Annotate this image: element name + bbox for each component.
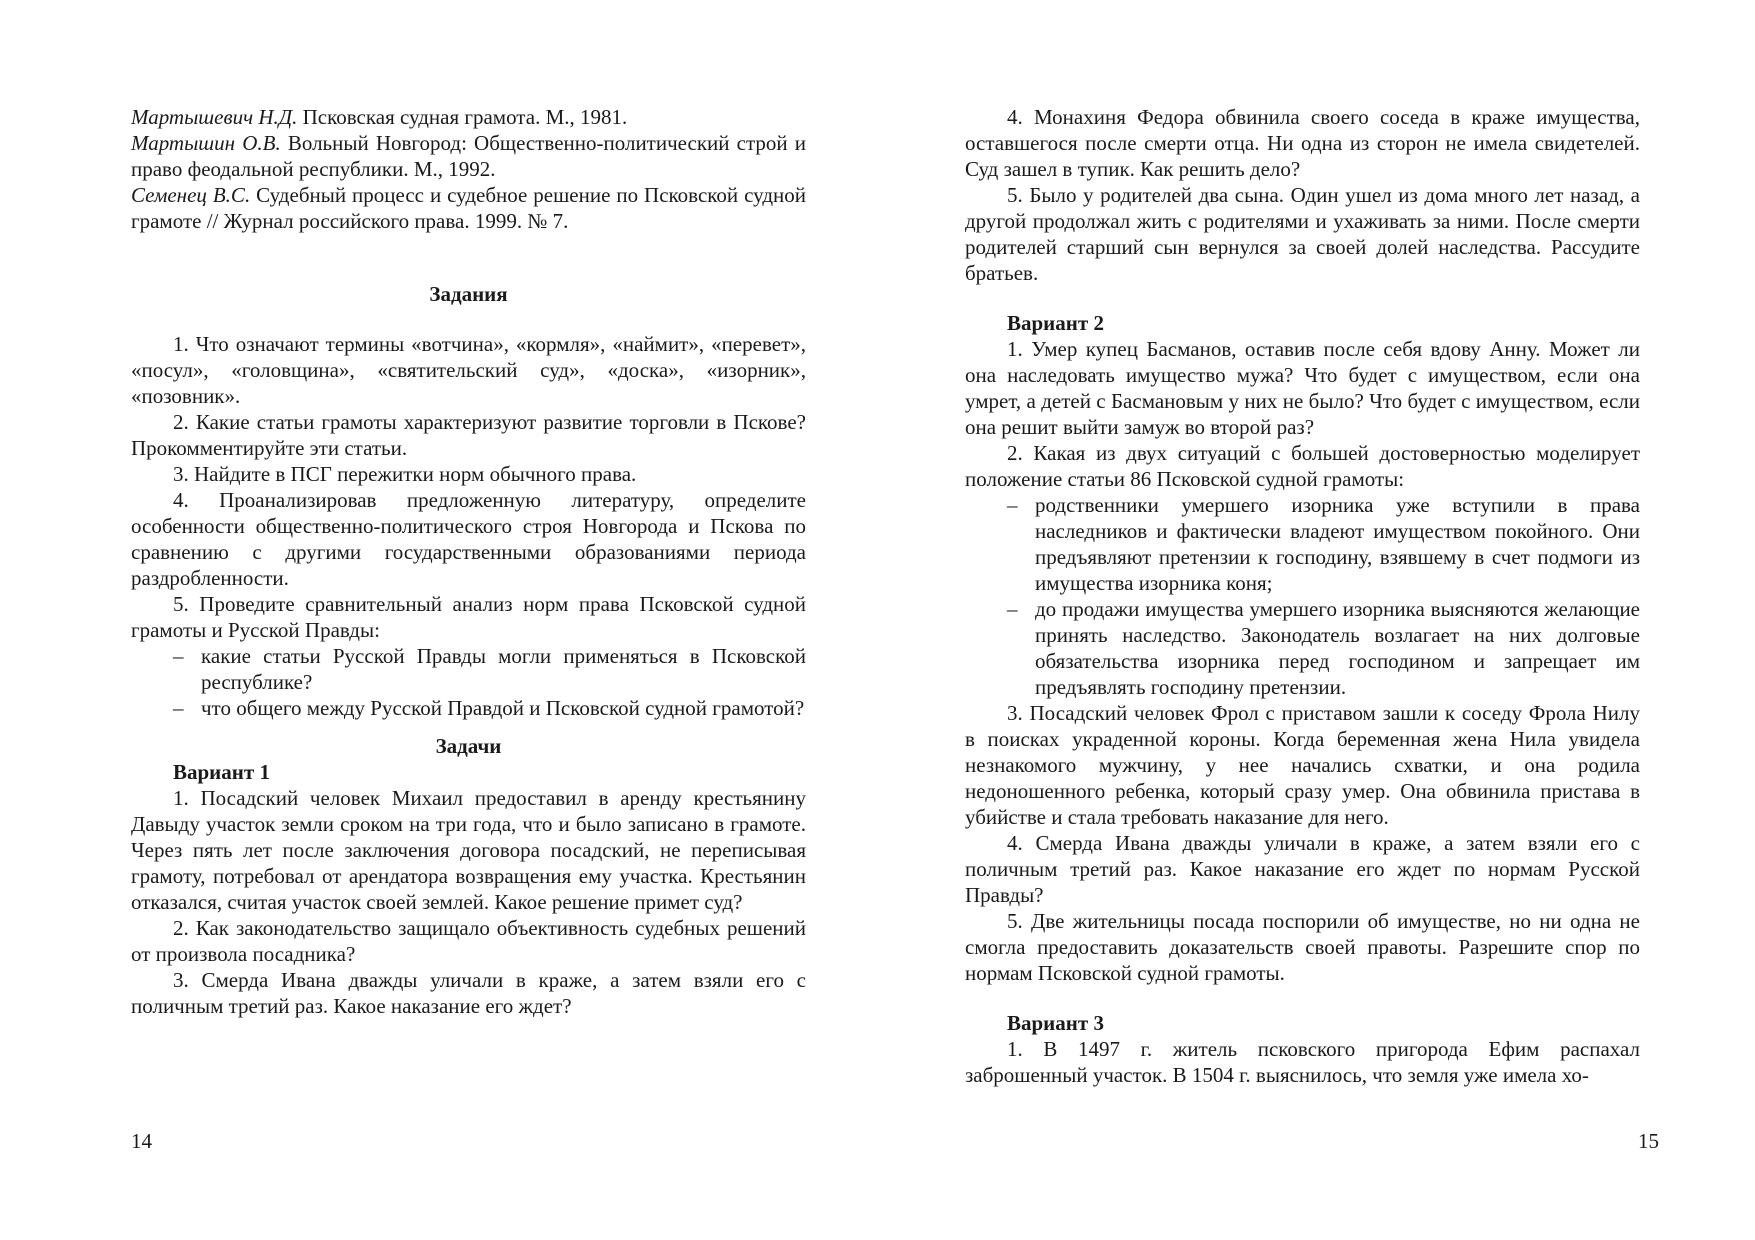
problem-bullet: – родственники умершего изорника уже вступили в права наследников и фактически владеют имуществом покойного. Они предъявляют претензии к господину, взявшему в счет подмоги из имущества изорника коня; xyxy=(965,492,1640,596)
page-number-left: 14 xyxy=(131,1129,152,1153)
problem-item: 1. Умер купец Басманов, оставив после себя вдову Анну. Может ли она наследовать имущество мужа? Что будет с имуществом, если она умрет, а детей с Басмановым у них не было? Что будет с имуществом, если она решит выйти замуж во второй раз? xyxy=(965,337,1640,439)
problem-item: 5. Две жительницы посада поспорили об имуществе, но ни одна не смогла предоставить доказательств своей правоты. Разрешите спор по нормам Псковской судной грамоты. xyxy=(965,909,1640,985)
problem-item: 1. В 1497 г. житель псковского пригорода Ефим распахал заброшенный участок. В 1504 г. выяснилось, что земля уже имела хо- xyxy=(965,1037,1640,1087)
page-number-right: 15 xyxy=(1638,1129,1659,1153)
right-page xyxy=(878,0,1755,1240)
assignment-bullet: – что общего между Русской Правдой и Псковской судной грамотой? xyxy=(131,695,806,721)
assignment-item: 4. Проанализировав предложенную литературу, определите особенности общественно-политического строя Новгорода и Пскова по сравнению с другими государственными образованиями периода раздробленности. xyxy=(131,488,806,590)
variant-2-heading: Вариант 2 xyxy=(1007,311,1104,335)
problem-item: 3. Посадский человек Фрол с приставом зашли к соседу Фрола Нилу в поисках украденной короны. Когда беременная жена Нила увидела незнакомого мужчину, у нее начались схватки, и она родила недоношенного ребенка, который сразу умер. Она обвинила пристава в убийстве и стала требовать наказание для него. xyxy=(965,701,1640,829)
assignment-item: 5. Проведите сравнительный анализ норм права Псковской судной грамоты и Русской Правды: xyxy=(131,592,806,642)
bibliography-text: Судебный процесс и судебное решение по Псковской судной грамоте // Журнал российского права. 1999. № 7. xyxy=(131,183,806,233)
problems-heading: Задачи xyxy=(435,734,502,758)
problem-item: 1. Посадский человек Михаил предоставил в аренду крестьянину Давыду участок земли сроком на три года, что и было записано в грамоте. Через пять лет после заключения договора посадский, не переписывая грамоту, потребовал от арендатора возвращения ему участка. Крестьянин отказался, считая участок своей землей. Какое решение примет суд? xyxy=(131,786,806,914)
problem-item: 3. Смерда Ивана дважды уличали в краже, а затем взяли его с поличным третий раз. Какое наказание его ждет? xyxy=(131,968,806,1018)
bibliography-text: Вольный Новгород: Общественно-политический строй и право феодальной республики. М., 1992. xyxy=(131,131,806,181)
variant-3-heading: Вариант 3 xyxy=(1007,1011,1104,1035)
bibliography-entry xyxy=(131,182,806,234)
problem-item: 4. Монахиня Федора обвинила своего соседа в краже имущества, оставшегося после смерти отца. Ни одна из сторон не имела свидетелей. Суд зашел в тупик. Как решить дело? xyxy=(965,105,1640,181)
bibliography-entry xyxy=(131,130,806,182)
assignment-bullet: – какие статьи Русской Правды могли применяться в Псковской республике? xyxy=(131,643,806,695)
bibliography-author: Семенец В.С. xyxy=(131,183,251,207)
assignment-item: 3. Найдите в ПСГ пережитки норм обычного права. xyxy=(173,462,637,486)
problem-item: 2. Какая из двух ситуаций с большей достоверностью моделирует положение статьи 86 Псковской судной грамоты: xyxy=(965,441,1640,491)
bibliography-author: Мартышин О.В. xyxy=(131,131,281,155)
problem-item: 2. Как законодательство защищало объективность судебных решений от произвола посадника? xyxy=(131,916,806,966)
assignment-item: 1. Что означают термины «вотчина», «кормля», «наймит», «перевет», «посул», «головщина», «святительский суд», «доска», «изорник», «позовник». xyxy=(131,332,806,408)
bibliography-author: Мартышевич Н.Д. xyxy=(131,105,298,129)
left-column xyxy=(131,104,806,1019)
assignment-item: 2. Какие статьи грамоты характеризуют развитие торговли в Пскове? Прокомментируйте эти статьи. xyxy=(131,410,806,460)
bibliography-entry xyxy=(131,104,806,130)
variant-1-heading: Вариант 1 xyxy=(173,760,270,784)
problem-item: 5. Было у родителей два сына. Один ушел из дома много лет назад, а другой продолжал жить с родителями и ухаживать за ними. После смерти родителей старший сын вернулся за своей долей наследства. Рассудите братьев. xyxy=(965,183,1640,285)
bibliography-text: Псковская судная грамота. М., 1981. xyxy=(297,105,628,129)
right-column xyxy=(965,104,1640,1088)
assignments-heading: Задания xyxy=(429,282,508,306)
problem-bullet: – до продажи имущества умершего изорника выясняются желающие принять наследство. Законодатель возлагает на них долговые обязательства изорника перед господином и запрещает им предъявлять господину претензии. xyxy=(965,596,1640,700)
problem-item: 4. Смерда Ивана дважды уличали в краже, а затем взяли его с поличным третий раз. Какое наказание его ждет по нормам Русской Правды? xyxy=(965,831,1640,907)
